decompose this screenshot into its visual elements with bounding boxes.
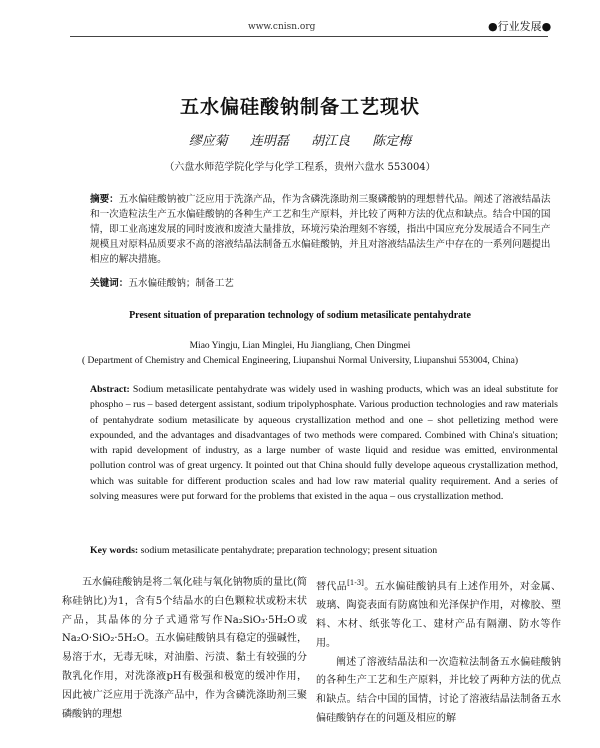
paper-authors: 缪应菊 连明磊 胡江良 陈定梅 — [188, 134, 412, 149]
header-url: www.cnisn.org — [248, 22, 316, 32]
english-abstract-text: Sodium metasilicate pentahydrate was widely used in washing products, which was an ideal substitute for phospho – rus – based detergent assistant, sodium tripolyphosphate. Various production technologies and raw materials of pentahydrate sodium metasilicate by aqueous crystallization method and one – shot pelletizing method were expounded, and the advantages and disadvantages of two methods were compared. Combined with China's situation; with rapid development of industry, as a large number of waste liquid and residue was emitted, environmental pollution control was of great urgency. It pointed out that China should fully develope aqueous crystallization method, which was suitable for different production scales and had low raw material quality requirement. And a series of solving measures were put forward for the problems that existed in the aqua – ous crystallization method. — [90, 384, 558, 503]
chinese-keywords-label: 关键词： — [90, 278, 129, 289]
chinese-keywords-text: 五水偏硅酸钠；制备工艺 — [128, 278, 234, 289]
chinese-keywords — [90, 276, 556, 291]
english-keywords-text: sodium metasilicate pentahydrate; preparation technology; present situation — [138, 545, 438, 556]
citation-ref: [1-3] — [347, 579, 364, 587]
chinese-abstract — [90, 192, 556, 267]
body-right-column — [316, 574, 561, 729]
paper-affiliation: （六盘水师范学院化学与化学工程系，贵州六盘水 553004） — [164, 162, 436, 173]
header-rule — [70, 36, 548, 37]
body-right-paragraph-2: 阐述了溶液结晶法和一次造粒法制备五水偏硅酸钠的各种生产工艺和生产原料，并比较了两种方法的优点和缺点。结合中国的国情，讨论了溶液结晶法制备五水偏硅酸钠存在的问题及相应的解 — [316, 656, 561, 724]
english-keywords — [90, 543, 556, 558]
english-abstract — [90, 382, 558, 504]
header-section-tag: ●行业发展● — [488, 20, 552, 33]
chinese-abstract-label: 摘要： — [90, 194, 119, 205]
english-title: Present situation of preparation technology of sodium metasilicate pentahydrate — [129, 310, 471, 321]
body-right-text-b: 。五水偏硅酸钠具有上述作用外，对金属、玻璃、陶瓷表面有防腐蚀和光泽保护作用，对橡胶、塑料、木材、纸张等化工、建材产品有隔潮、防水等作用。 — [316, 581, 562, 649]
paper-title: 五水偏硅酸钠制备工艺现状 — [179, 96, 420, 118]
body-right-paragraph-1 — [316, 574, 561, 654]
english-abstract-label: Abstract: — [90, 384, 130, 395]
english-keywords-label: Key words: — [90, 545, 139, 556]
english-authors: Miao Yingju, Lian Minglei, Hu Jiangliang, Chen Dingmei — [189, 341, 411, 351]
chinese-abstract-text: 五水偏硅酸钠被广泛应用于洗涤产品，作为含磷洗涤助剂三聚磷酸钠的理想替代品。阐述了溶液结晶法和一次造粒法生产五水偏硅酸钠的各种生产工艺和生产原料，并比较了两种方法的优点和缺点。结合中国的国情，即工业高速发展的同时废液和废渣大量排放，环境污染治理刻不容缓，指出中国应充分发展适合不同生产规模且对原料品质要求不高的溶液结晶法制备五水偏硅酸钠，并且对溶液结晶法生产中存在的一系列问题提出相应的解决措施。 — [90, 194, 551, 265]
english-affiliation: ( Department of Chemistry and Chemical Engineering, Liupanshui Normal University, Liupanshui 553004, China) — [81, 356, 519, 366]
body-left-column: 五水偏硅酸钠是将二氧化硅与氧化钠物质的量比(简称硅钠比)为1，含有5个结晶水的白色颗粒状或粉末状产品，其晶体的分子式通常写作Na₂SiO₃·5H₂O或Na₂O·SiO₂·5H₂O。五水偏硅酸钠具有稳定的强碱性，易溶于水，无毒无味，对油脂、污渍、黏土有较强的分散乳化作用，对洗涤液pH有极强和极宽的缓冲作用，因此被广泛应用于洗涤产品中，作为含磷洗涤助剂三聚磷酸钠的理想 — [62, 577, 307, 720]
body-right-text-a: 替代品 — [316, 581, 348, 593]
